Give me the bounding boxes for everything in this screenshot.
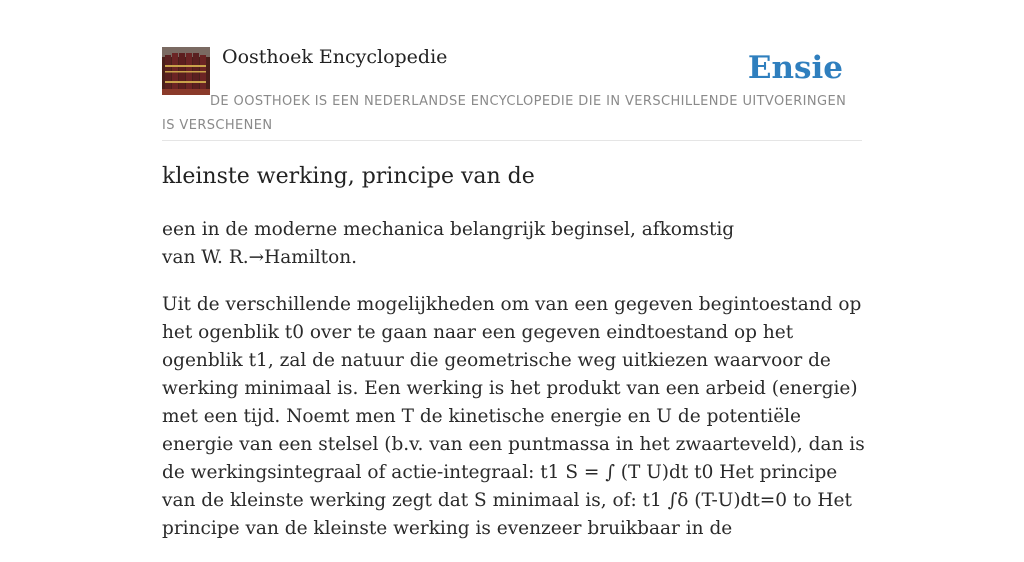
article-paragraph: Uit de verschillende mogelijkheden om van een gegeven begintoestand op het ogenblik t0 over te gaan naar een gegeven eindtoestand op het ogenblik t1, zal de natuur die geometrische weg uitkiezen waarvoor de werking minimaal is. Een werking is het produkt van een arbeid (energie) met een tijd. Noemt men T de kinetische energie en U de potentiële energie van een stelsel (b.v. van een puntmassa in het zwaarteveld), dan is de werkingsintegraal of actie-integraal: t1 S = ∫ (T U)dt t0 Het principe van de kleinste werking zegt dat S minimaal is, of: t1 ∫δ (T-U)dt=0 to Het principe van de kleinste werking is evenzeer bruikbaar in de xyxy=(162,294,865,539)
article-paragraph: een in de moderne mechanica belangrijk beginsel, afkomstig van W. R.→Hamilton. xyxy=(162,219,735,268)
header xyxy=(162,40,862,141)
article-body xyxy=(162,216,874,562)
encyclopedia-books-icon[interactable] xyxy=(162,47,210,95)
brand-logo[interactable]: Ensie xyxy=(747,50,843,86)
source-name[interactable]: Oosthoek Encyclopedie xyxy=(222,46,448,68)
article-title: kleinste werking, principe van de xyxy=(162,164,535,189)
source-subtitle: DE OOSTHOEK IS EEN NEDERLANDSE ENCYCLOPEDIE DIE IN VERSCHILLENDE UITVOERINGEN IS VERSCHENEN xyxy=(162,94,847,133)
